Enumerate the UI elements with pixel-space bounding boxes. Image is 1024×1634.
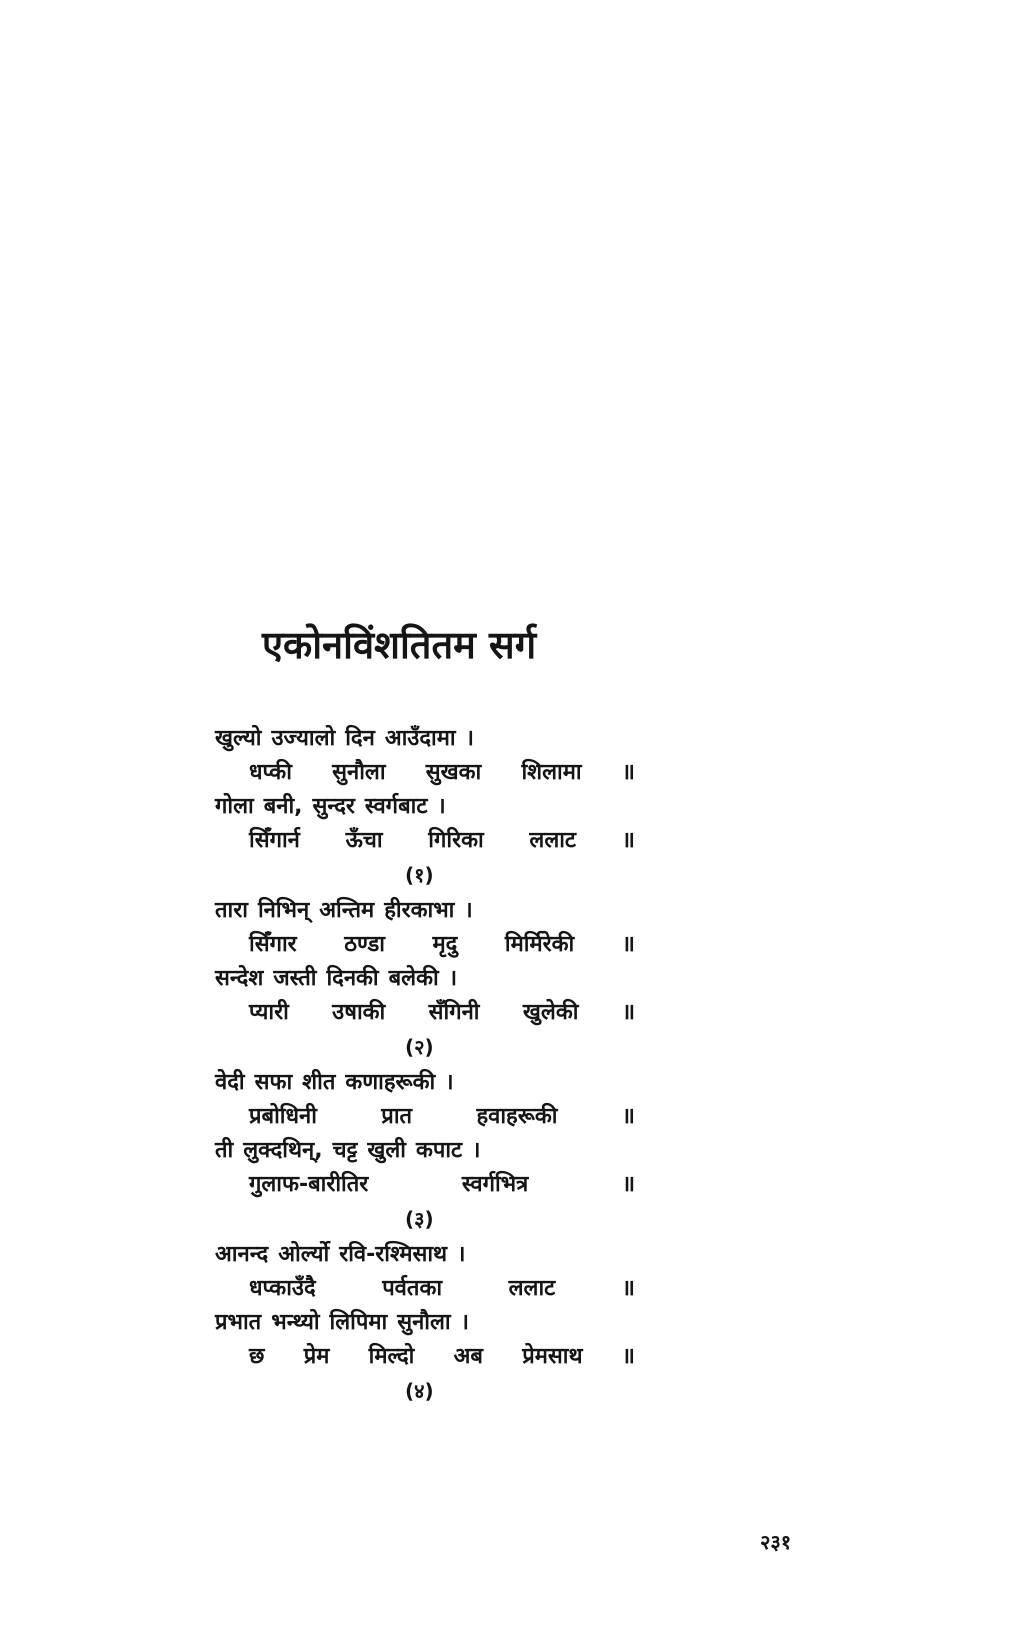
word: गिरिका: [428, 828, 484, 853]
word: प्रेम: [303, 1344, 330, 1369]
word: कणाहरूकी: [345, 1070, 436, 1095]
word: खुली: [367, 1138, 406, 1163]
word: छ: [249, 1344, 265, 1369]
word: अब: [453, 1344, 483, 1369]
verse-line: [215, 722, 635, 756]
word: शीत: [302, 1070, 336, 1095]
danda: ।: [437, 794, 446, 819]
verse-line: [215, 1238, 635, 1272]
danda: ।: [465, 726, 474, 751]
stanza: [215, 1238, 635, 1410]
word: गोला: [215, 794, 254, 819]
danda: ।: [460, 1310, 469, 1335]
verse-line: [215, 790, 635, 824]
word: ठण्डा: [344, 932, 385, 957]
word: सुनौला: [332, 760, 386, 785]
word: तारा: [215, 898, 248, 923]
double-danda: ॥: [621, 1104, 635, 1129]
word: प्रबोधिनी: [249, 1104, 317, 1129]
poem: [215, 722, 635, 1410]
word: लिपिमा: [329, 1310, 388, 1335]
word: शिलामा: [521, 760, 582, 785]
verse-line: [215, 894, 635, 928]
word: कपाट: [415, 1138, 463, 1163]
word: सफा: [254, 1070, 293, 1095]
double-danda: ॥: [621, 760, 635, 785]
word: धप्की: [249, 760, 292, 785]
word: अन्तिम: [319, 898, 375, 923]
word: स्वर्गभित्र: [461, 1172, 529, 1197]
word: दिन: [345, 726, 375, 751]
double-danda: ॥: [621, 932, 635, 957]
chapter-title: एकोनविंशतितम सर्ग: [262, 623, 537, 667]
word: खुलेकी: [522, 1000, 579, 1025]
word: प्रेमसाथ: [522, 1344, 583, 1369]
word: रवि-रश्मिसाथ: [339, 1242, 448, 1267]
word: जस्ती: [273, 966, 317, 991]
word: चट्ट: [332, 1138, 358, 1163]
word: लुक्दथिन्,: [243, 1138, 323, 1163]
word: ऊँचा: [345, 828, 383, 853]
word: बलेकी: [388, 966, 439, 991]
word: मिर्मिरेकी: [504, 932, 575, 957]
word: सुखका: [425, 760, 482, 785]
word: स्वर्गबाट: [364, 794, 428, 819]
word: सँगिनी: [428, 1000, 480, 1025]
danda: ।: [472, 1138, 481, 1163]
stanza-number: (३): [405, 1207, 434, 1231]
verse-line: [215, 1168, 635, 1202]
word: आउँदामा: [384, 726, 456, 751]
word: खुल्यो: [215, 726, 262, 751]
word: सिँगार्न: [249, 828, 300, 853]
word: वेदी: [215, 1070, 245, 1095]
word: प्यारी: [249, 1000, 289, 1025]
word: उज्यालो: [271, 726, 336, 751]
word: मिल्दो: [368, 1344, 415, 1369]
verse-line: [215, 756, 635, 790]
danda: ।: [457, 1242, 466, 1267]
word: ललाट: [508, 1276, 556, 1301]
verse-line: [215, 1134, 635, 1168]
double-danda: ॥: [621, 1344, 635, 1369]
stanza: [215, 894, 635, 1066]
double-danda: ॥: [621, 1276, 635, 1301]
stanza-number: (१): [405, 863, 434, 887]
word: ललाट: [529, 828, 577, 853]
word: भन्थ्यो: [271, 1310, 320, 1335]
double-danda: ॥: [621, 1000, 635, 1025]
verse-line: [215, 996, 635, 1030]
verse-line: [215, 1340, 635, 1374]
verse-line: [215, 1272, 635, 1306]
word: धप्काउँदै: [249, 1276, 316, 1301]
word: सन्देश: [215, 966, 264, 991]
word: सुन्दर: [312, 794, 355, 819]
word: निभिन्: [257, 898, 310, 923]
word: मृदु: [432, 932, 458, 957]
word: उषाकी: [332, 1000, 386, 1025]
danda: ।: [464, 898, 473, 923]
word: दिनकी: [326, 966, 379, 991]
word: हवाहरूकी: [476, 1104, 558, 1129]
verse-line: [215, 1100, 635, 1134]
word: ती: [215, 1138, 234, 1163]
word: ओर्ल्यो: [278, 1242, 330, 1267]
word: सुनौला: [397, 1310, 451, 1335]
double-danda: ॥: [621, 1172, 635, 1197]
stanza-number: (४): [405, 1379, 434, 1403]
verse-line: [215, 928, 635, 962]
stanza: [215, 1066, 635, 1238]
word: सिँगार: [249, 932, 297, 957]
stanza: [215, 722, 635, 894]
verse-line: [215, 824, 635, 858]
word: आनन्द: [215, 1242, 269, 1267]
danda: ।: [445, 1070, 454, 1095]
verse-line: [215, 1306, 635, 1340]
word: पर्वतका: [382, 1276, 443, 1301]
page-number: २३१: [760, 1530, 792, 1554]
danda: ।: [448, 966, 458, 991]
stanza-number: (२): [405, 1035, 434, 1059]
word: प्रात: [381, 1104, 413, 1129]
verse-line: [215, 962, 635, 996]
word: हीरकाभा: [384, 898, 455, 923]
word: गुलाफ-बारीतिर: [249, 1172, 369, 1197]
word: प्रभात: [215, 1310, 262, 1335]
word: बनी,: [263, 794, 303, 819]
double-danda: ॥: [621, 828, 635, 853]
verse-line: [215, 1066, 635, 1100]
